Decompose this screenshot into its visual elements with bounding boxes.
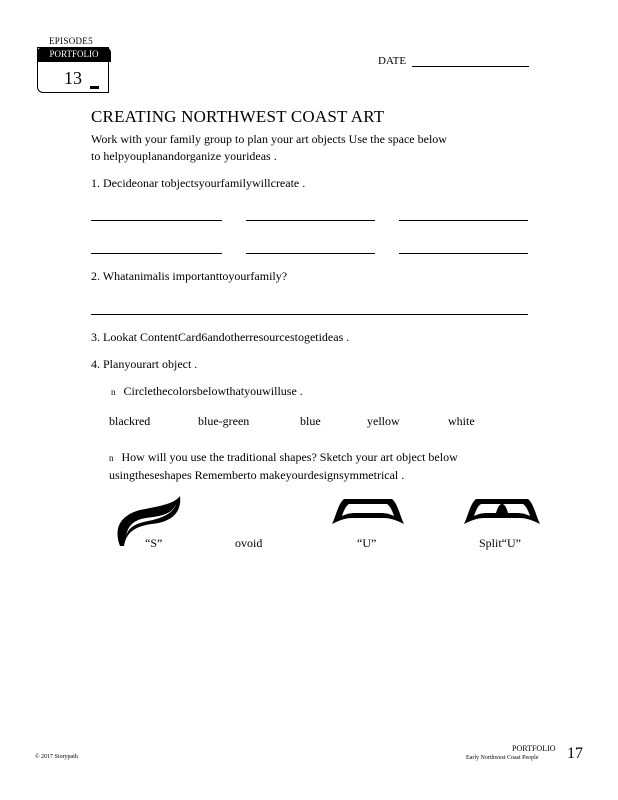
bullet-marker: n — [109, 453, 114, 463]
answer-line-1b[interactable] — [246, 220, 375, 221]
split-u-shape-label: Split“U” — [479, 536, 521, 550]
page-number: 17 — [567, 745, 583, 762]
colors-prompt — [111, 384, 303, 399]
footer-portfolio: PORTFOLIO — [512, 744, 556, 753]
question-2: 2. Whatanimalis importanttoyourfamily? — [91, 269, 288, 283]
footer-subtitle: Early Northwest Coast People — [466, 755, 539, 761]
answer-line-1f[interactable] — [399, 253, 528, 254]
episodes-label: EPISODE5 — [49, 36, 93, 46]
intro-line-1: Work with your family group to plan your art objects Use the space below — [91, 132, 447, 146]
color-options — [0, 414, 618, 430]
color-option-blue-green[interactable]: blue-green — [198, 414, 250, 428]
question-3: 3. Lookat ContentCard6andotherresourcestogetideas . — [91, 330, 350, 344]
shapes-prompt — [109, 449, 539, 484]
intro-line-2: to helpyouplanandorganize yourideas . — [91, 149, 277, 163]
portfolio-dash — [90, 86, 99, 89]
date-field[interactable] — [412, 66, 529, 67]
portfolio-tab-label: PORTFOLIO — [37, 47, 111, 62]
bullet-marker: n — [111, 387, 116, 397]
answer-line-1d[interactable] — [91, 253, 222, 254]
page-title: CREATING NORTHWEST COAST ART — [91, 107, 385, 126]
color-option-blue[interactable]: blue — [300, 414, 321, 428]
shapes-prompt-line-2: usingtheseshapes Rememberto makeyourdesignsymmetrical . — [109, 468, 405, 482]
copyright: © 2017 Storypath — [35, 754, 78, 760]
color-option-white[interactable]: white — [448, 414, 475, 428]
answer-line-1e[interactable] — [246, 253, 375, 254]
ovoid-shape-label: ovoid — [235, 536, 263, 550]
split-u-shape-icon — [462, 496, 542, 526]
shape-labels — [0, 536, 618, 552]
color-option-blackred[interactable]: blackred — [109, 414, 151, 428]
question-1: 1. Decideonar tobjectsyourfamilywillcreate . — [91, 176, 306, 190]
intro-text — [91, 131, 531, 165]
u-shape-icon — [330, 496, 406, 526]
answer-line-2[interactable] — [91, 314, 528, 315]
s-shape-label: “S” — [145, 536, 163, 550]
shapes-prompt-line-1: How will you use the traditional shapes? Sketch your art object below — [121, 450, 458, 464]
color-option-yellow[interactable]: yellow — [367, 414, 400, 428]
date-label: DATE — [378, 55, 407, 67]
portfolio-number: 13 — [64, 68, 82, 88]
portfolio-badge — [37, 47, 109, 93]
answer-line-1a[interactable] — [91, 220, 222, 221]
colors-prompt-text: Circlethecolorsbelowthatyouwilluse . — [123, 384, 303, 398]
question-4: 4. Planyourart object . — [91, 357, 198, 371]
answer-line-1c[interactable] — [399, 220, 528, 221]
u-shape-label: “U” — [357, 536, 377, 550]
